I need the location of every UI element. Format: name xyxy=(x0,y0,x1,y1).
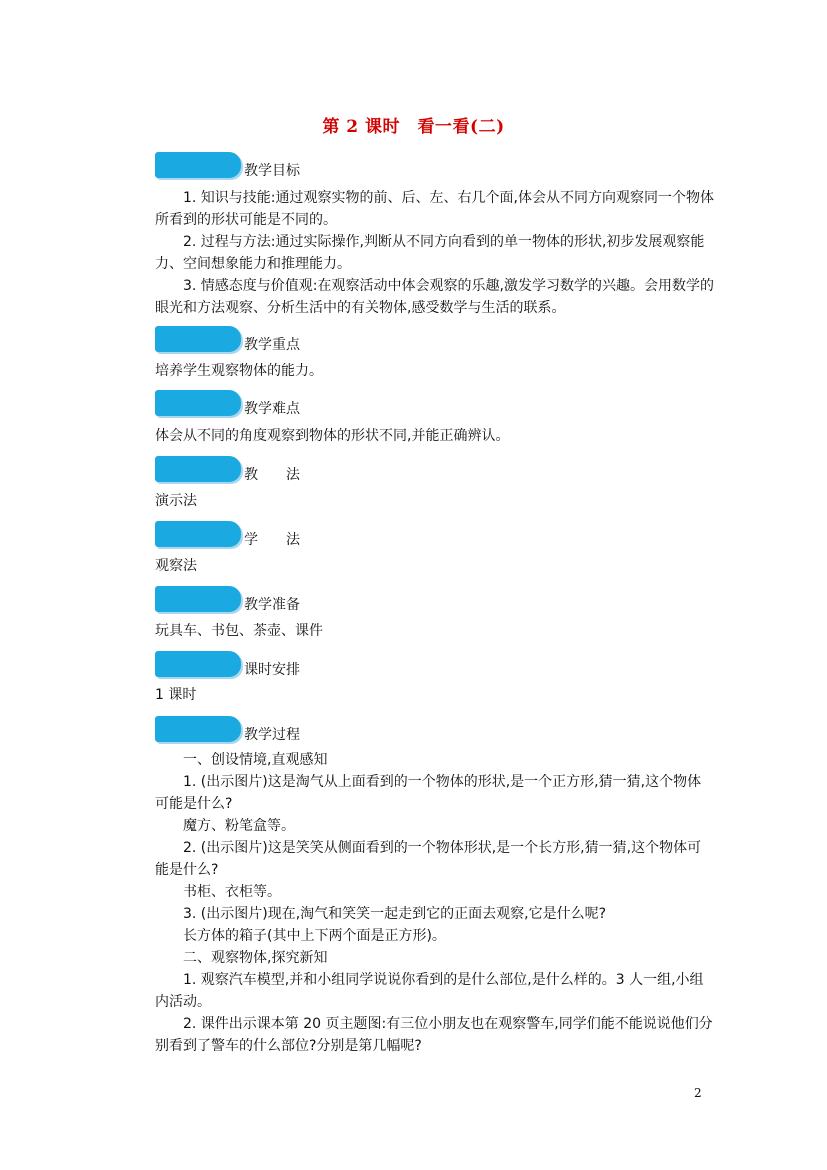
heading-label: 教学目标 xyxy=(244,163,300,179)
heading-label: 课时安排 xyxy=(244,662,300,678)
goal-line: 力、空间想象能力和推理能力。 xyxy=(155,256,351,272)
section-heading-process xyxy=(155,716,455,746)
goal-line: 3. 情感态度与价值观:在观察活动中体会观察的乐趣,激发学习数学的兴趣。会用数学的 xyxy=(183,278,714,294)
section-heading-time xyxy=(155,651,455,681)
heading-label: 教学过程 xyxy=(244,727,300,743)
section-heading-learn xyxy=(155,521,455,551)
process-line: 可能是什么? xyxy=(155,796,233,812)
goal-line: 所看到的形状可能是不同的。 xyxy=(155,212,337,228)
goal-line: 眼光和方法观察、分析生活中的有关物体,感受数学与生活的联系。 xyxy=(155,300,566,316)
page-number: 2 xyxy=(694,1086,702,1100)
process-line: 1. (出示图片)这是淘气从上面看到的一个物体的形状,是一个正方形,猜一猜,这个物体 xyxy=(183,774,702,790)
heading-bar xyxy=(155,326,241,352)
process-line: 内活动。 xyxy=(155,994,211,1010)
process-line: 能是什么? xyxy=(155,862,219,878)
heading-bar xyxy=(155,521,241,547)
process-line: 二、观察物体,探究新知 xyxy=(183,950,328,966)
process-line: 书柜、衣柜等。 xyxy=(183,884,281,900)
process-line: 3. (出示图片)现在,淘气和笑笑一起走到它的正面去观察,它是什么呢? xyxy=(183,906,607,922)
teach-text: 演示法 xyxy=(155,493,197,509)
goal-line: 2. 过程与方法:通过实际操作,判断从不同方向看到的单一物体的形状,初步发展观察能 xyxy=(183,234,705,250)
process-line: 一、创设情境,直观感知 xyxy=(183,752,328,768)
page-title: 第 2 课时 看一看(二) xyxy=(322,117,505,137)
heading-label: 教学难点 xyxy=(244,401,300,417)
heading-bar xyxy=(155,716,241,742)
heading-label: 教学重点 xyxy=(244,337,300,353)
section-heading-prep xyxy=(155,586,455,616)
process-line: 2. (出示图片)这是笑笑从侧面看到的一个物体形状,是一个长方形,猜一猜,这个物体可 xyxy=(183,840,702,856)
heading-bar xyxy=(155,390,241,416)
heading-bar xyxy=(155,152,241,178)
heading-bar xyxy=(155,651,241,677)
heading-label: 教 法 xyxy=(244,467,300,483)
process-line: 魔方、粉笔盒等。 xyxy=(183,818,295,834)
section-heading-difficult xyxy=(155,390,455,420)
time-text: 1 课时 xyxy=(155,687,197,703)
goal-line: 1. 知识与技能:通过观察实物的前、后、左、右几个面,体会从不同方向观察同一个物体 xyxy=(183,190,714,206)
key-text: 培养学生观察物体的能力。 xyxy=(155,363,323,379)
heading-bar xyxy=(155,586,241,612)
heading-label: 学 法 xyxy=(244,532,300,548)
section-heading-key xyxy=(155,326,455,356)
process-line: 别看到了警车的什么部位?分别是第几幅呢? xyxy=(155,1038,422,1054)
process-line: 1. 观察汽车模型,并和小组同学说说你看到的是什么部位,是什么样的。3 人一组,小组 xyxy=(183,972,704,988)
process-line: 长方体的箱子(其中上下两个面是正方形)。 xyxy=(183,928,446,944)
section-heading-goals xyxy=(155,152,455,182)
learn-text: 观察法 xyxy=(155,558,197,574)
process-line: 2. 课件出示课本第 20 页主题图:有三位小朋友也在观察警车,同学们能不能说说他们分 xyxy=(183,1016,713,1032)
difficult-text: 体会从不同的角度观察到物体的形状不同,并能正确辨认。 xyxy=(155,428,510,444)
prep-text: 玩具车、书包、茶壶、课件 xyxy=(155,623,323,639)
heading-label: 教学准备 xyxy=(244,597,300,613)
section-heading-teach xyxy=(155,456,455,486)
heading-bar xyxy=(155,456,241,482)
